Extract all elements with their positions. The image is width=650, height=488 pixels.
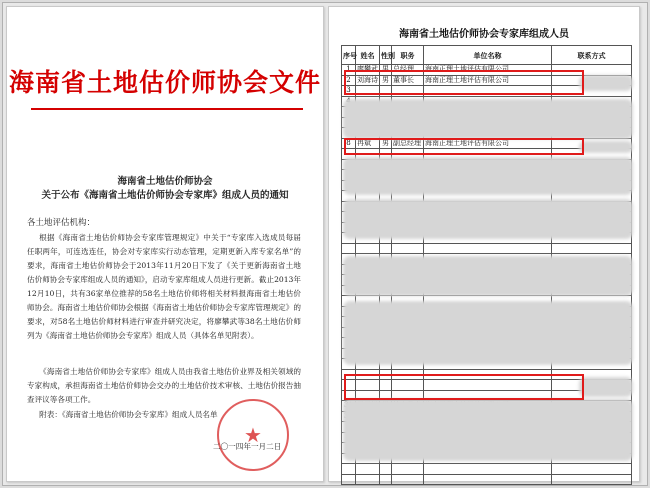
redaction-block [343, 99, 633, 139]
redaction-block [579, 377, 633, 397]
cell-no [342, 369, 356, 380]
body-paragraph-1: 根据《海南省土地估价师协会专家库管理规定》中关于“专家库入选成员每届任职两年，可连选连任，协会对专家库实行动态管理，定期更新入库专家名单”的要求，海南省土地估价师协会于2013年11月20日下发了《关于更新海南省土地估价师协会专家库组成人员的通知》，启动专家库组成人员进行更新。截止2013年12月10日，共有36家单位推荐的58名土地估价师将相关材料报海南省土地估价师协会。海南省土地估价师协会根据《海南省土地估价师协会专家库管理规定》的要求，对58名土地估价师材料进行审查并研究决定，将廖攀武等38名土地估价师列为《海南省土地估价师协会专家库》组成人员（具体名单见附表）。 [27, 233, 301, 340]
cell-no [342, 243, 356, 254]
cell-unit: 海南正理土地评估有限公司 [424, 65, 552, 76]
document-header: 海南省土地估价师协会文件 [8, 68, 321, 97]
notice-page [6, 6, 324, 482]
cell-position [392, 464, 424, 475]
cell-position [392, 369, 424, 380]
cell-name [356, 474, 380, 485]
cell-unit [424, 243, 552, 254]
sign-date: 二〇一四年一月二日 [213, 442, 282, 451]
cell-name [356, 464, 380, 475]
notice-issuer: 海南省土地估价师协会 [117, 176, 213, 187]
redaction-block [343, 301, 633, 365]
cell-unit [424, 369, 552, 380]
table-row [342, 474, 632, 485]
cell-name [356, 86, 380, 97]
redaction-block [343, 399, 633, 461]
redaction-block [343, 157, 633, 195]
cell-position: 总经理 [392, 65, 424, 76]
cell-name [356, 243, 380, 254]
member-list-page [328, 6, 640, 482]
cell-unit [424, 380, 552, 391]
cell-sex [380, 464, 392, 475]
table-row [342, 464, 632, 475]
cell-no: 3 [342, 86, 356, 97]
cell-name: 冉斌 [356, 138, 380, 149]
cell-sex [380, 369, 392, 380]
cell-position: 董事长 [392, 75, 424, 86]
list-title: 海南省土地估价师协会专家库组成人员 [399, 29, 569, 40]
cell-unit: 海南正理土地评估有限公司 [424, 138, 552, 149]
table-row [342, 243, 632, 254]
cell-sex [380, 243, 392, 254]
cell-position: 副总经理 [392, 138, 424, 149]
cell-name: 刘海诗 [357, 75, 378, 84]
cell-sex: 男 [380, 75, 392, 86]
salutation: 各土地评估机构： [27, 218, 96, 228]
official-seal-icon [217, 399, 289, 471]
attachment-line: 附表：《海南省土地估价师协会专家库》组成人员名单 [39, 410, 218, 419]
cell-sex [380, 86, 392, 97]
header-sex: 性别 [380, 46, 392, 65]
notice-title: 关于公布《海南省土地估价师协会专家库》组成人员的通知 [41, 190, 289, 201]
table-row [342, 65, 632, 76]
header-contact: 联系方式 [552, 46, 632, 65]
cell-sex: 男 [380, 65, 392, 76]
header-name: 姓名 [356, 46, 380, 65]
cell-contact [552, 464, 632, 475]
cell-unit: 海南正理土地评估有限公司 [424, 75, 552, 86]
cell-no: 2 [342, 75, 356, 86]
redaction-block [343, 256, 633, 296]
cell-no: 1 [342, 65, 356, 76]
cell-position [392, 380, 424, 391]
cell-sex [380, 380, 392, 391]
header-position: 职务 [392, 46, 424, 65]
cell-position [392, 243, 424, 254]
cell-no: 8 [342, 138, 356, 149]
redaction-block [579, 141, 633, 153]
cell-sex: 男 [380, 138, 392, 149]
cell-no [342, 474, 356, 485]
cell-name [356, 369, 380, 380]
header-no: 序号 [342, 46, 356, 65]
cell-position [392, 474, 424, 485]
cell-contact [552, 474, 632, 485]
cell-name [356, 380, 380, 391]
cell-sex [380, 474, 392, 485]
cell-unit [424, 464, 552, 475]
cell-no [342, 380, 356, 391]
cell-no [342, 464, 356, 475]
cell-contact [552, 65, 632, 76]
cell-position [392, 86, 424, 97]
cell-unit [424, 474, 552, 485]
cell-name: 廖攀武 [357, 65, 378, 74]
cell-unit [424, 86, 552, 97]
redaction-block [343, 199, 633, 239]
header-rule [31, 108, 303, 110]
redaction-block [579, 75, 633, 91]
cell-contact [552, 243, 632, 254]
table-header-row [342, 46, 632, 65]
body-paragraph-2: 《海南省土地估价师协会专家库》组成人员由我省土地估价业界及相关领域的专家构成，承担海南省土地估价师协会交办的土地估价技术审核、土地估价报告抽查评议等各项工作。 [27, 367, 301, 404]
seal-star-icon: ★ [244, 423, 262, 447]
header-unit: 单位名称 [424, 46, 552, 65]
